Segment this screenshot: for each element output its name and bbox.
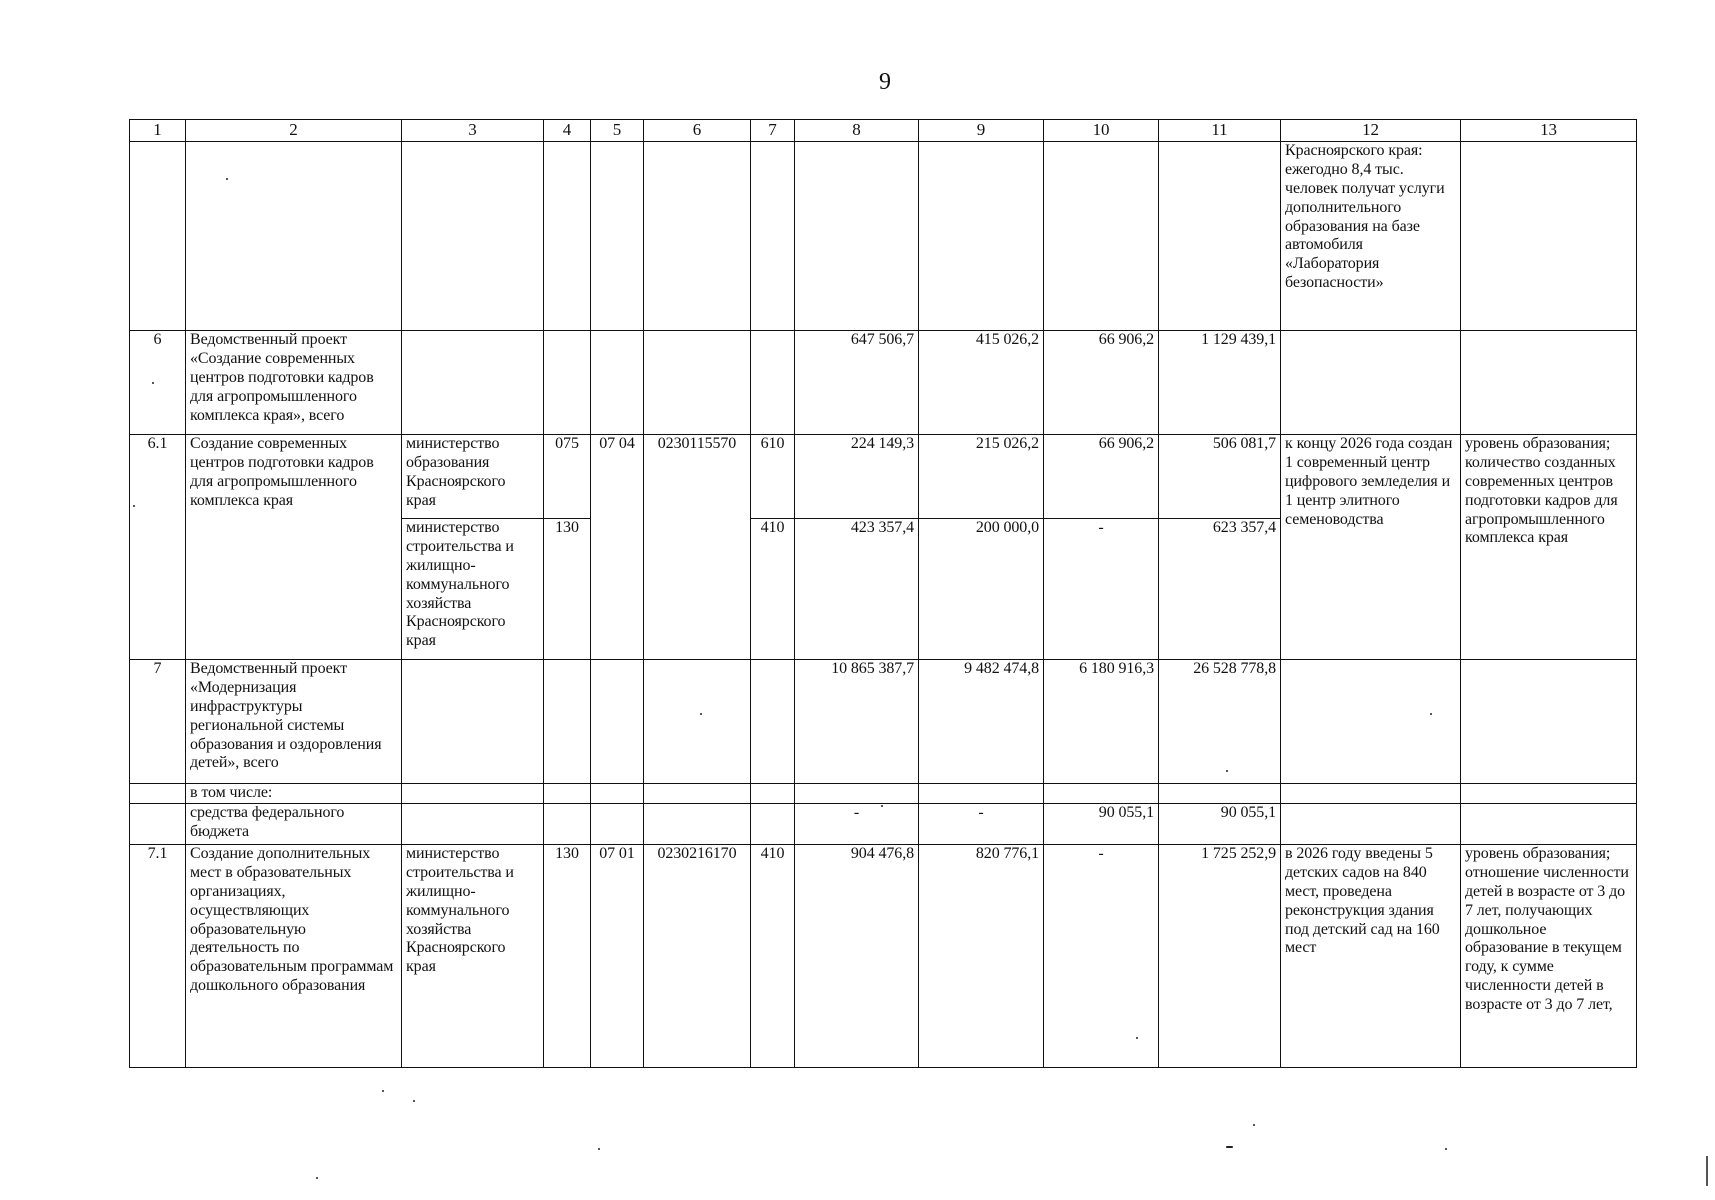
column-number-cell: 6	[644, 120, 751, 142]
empty-cell	[644, 142, 751, 331]
amount-year-2: -	[919, 804, 1044, 845]
empty-cell	[1461, 784, 1637, 804]
column-number-cell: 4	[544, 120, 591, 142]
scan-speck	[1226, 1146, 1233, 1148]
grbs-code: 130	[544, 845, 591, 1068]
empty-cell	[751, 804, 795, 845]
amount-year-1: 647 506,7	[795, 331, 919, 435]
row-name: Создание дополнительных мест в образовательных организациях, осуществляющих образовательную деятельность по образовательным программам дошкольного образования	[186, 845, 402, 1068]
table-row-federal-budget	[130, 804, 1637, 845]
column-number-cell: 8	[795, 120, 919, 142]
scan-speck	[881, 805, 883, 807]
expense-type-code: 410	[751, 519, 795, 660]
responsible-org: министерство строительства и жилищно-коммунального хозяйства Красноярского края	[402, 519, 544, 660]
empty-cell	[1461, 142, 1637, 331]
row-number: 6	[130, 331, 186, 435]
amount-year-1: 224 149,3	[795, 435, 919, 519]
empty-cell	[751, 142, 795, 331]
page-number: 9	[879, 69, 891, 95]
responsible-org: министерство строительства и жилищно-коммунального хозяйства Красноярского края	[402, 845, 544, 1068]
scan-speck	[382, 1090, 384, 1092]
expense-type-code: 410	[751, 845, 795, 1068]
empty-cell	[1461, 331, 1637, 435]
column-number-cell: 1	[130, 120, 186, 142]
empty-cell	[1461, 660, 1637, 784]
empty-cell	[402, 331, 544, 435]
amount-total: 1 725 252,9	[1159, 845, 1281, 1068]
amount-total: 26 528 778,8	[1159, 660, 1281, 784]
empty-cell	[751, 784, 795, 804]
amount-total: 90 055,1	[1159, 804, 1281, 845]
empty-cell	[1461, 804, 1637, 845]
row-name: в том числе:	[186, 784, 402, 804]
empty-cell	[1281, 660, 1461, 784]
row-name: средства федерального бюджета	[186, 804, 402, 845]
empty-cell	[1281, 784, 1461, 804]
empty-cell	[544, 804, 591, 845]
empty-cell	[544, 142, 591, 331]
table-row-including	[130, 784, 1637, 804]
empty-cell	[591, 660, 644, 784]
grbs-code: 075	[544, 435, 591, 519]
amount-total: 623 357,4	[1159, 519, 1281, 660]
indicator-cell: уровень образования; количество созданных современных центров подготовки кадров для агропромышленного комплекса края	[1461, 435, 1637, 660]
scan-speck	[133, 505, 135, 507]
empty-cell	[402, 784, 544, 804]
scan-speck	[1136, 1037, 1138, 1039]
empty-cell	[1159, 142, 1281, 331]
column-number-row	[130, 120, 1637, 142]
section-code: 07 01	[591, 845, 644, 1068]
target-article-code: 0230115570	[644, 435, 751, 660]
scan-speck	[598, 1148, 600, 1150]
table-row-7-1	[130, 845, 1637, 1068]
amount-year-1: 423 357,4	[795, 519, 919, 660]
row-number: 7	[130, 660, 186, 784]
program-table	[129, 119, 1637, 1068]
empty-cell	[751, 660, 795, 784]
column-number-cell: 5	[591, 120, 644, 142]
empty-cell	[130, 804, 186, 845]
empty-cell	[591, 804, 644, 845]
amount-year-2: 200 000,0	[919, 519, 1044, 660]
result-cell: Красноярского края: ежегодно 8,4 тыс. человек получат услуги дополнительного образования на базе автомобиля «Лаборатория безопасности»	[1281, 142, 1461, 331]
column-number-cell: 2	[186, 120, 402, 142]
row-name: Создание современных центров подготовки кадров для агропромышленного комплекса края	[186, 435, 402, 660]
amount-year-2: 415 026,2	[919, 331, 1044, 435]
empty-cell	[402, 804, 544, 845]
amount-year-2: 820 776,1	[919, 845, 1044, 1068]
empty-cell	[644, 660, 751, 784]
column-number-cell: 12	[1281, 120, 1461, 142]
amount-year-3: 66 906,2	[1044, 435, 1159, 519]
empty-cell	[544, 660, 591, 784]
row-name: Ведомственный проект «Модернизация инфраструктуры региональной системы образования и оздоровления детей», всего	[186, 660, 402, 784]
table-row-continuation	[130, 142, 1637, 331]
row-number: 7.1	[130, 845, 186, 1068]
table-row-7	[130, 660, 1637, 784]
section-code: 07 04	[591, 435, 644, 660]
column-number-cell: 7	[751, 120, 795, 142]
amount-year-1: 904 476,8	[795, 845, 919, 1068]
table-row-6	[130, 331, 1637, 435]
empty-cell	[1281, 331, 1461, 435]
empty-cell	[402, 660, 544, 784]
amount-year-3: -	[1044, 845, 1159, 1068]
empty-cell	[186, 142, 402, 331]
expense-type-code: 610	[751, 435, 795, 519]
empty-cell	[591, 331, 644, 435]
empty-cell	[1044, 784, 1159, 804]
amount-year-3: 66 906,2	[1044, 331, 1159, 435]
empty-cell	[1044, 142, 1159, 331]
scan-edge-line	[1706, 1156, 1708, 1186]
column-number-cell: 11	[1159, 120, 1281, 142]
row-name: Ведомственный проект «Создание современных центров подготовки кадров для агропромышленного комплекса края», всего	[186, 331, 402, 435]
scan-speck	[1430, 713, 1432, 715]
column-number-cell: 10	[1044, 120, 1159, 142]
amount-year-3: -	[1044, 519, 1159, 660]
empty-cell	[644, 331, 751, 435]
empty-cell	[130, 142, 186, 331]
amount-year-2: 215 026,2	[919, 435, 1044, 519]
empty-cell	[544, 784, 591, 804]
amount-year-1: -	[795, 804, 919, 845]
scan-speck	[1253, 1124, 1255, 1126]
empty-cell	[130, 784, 186, 804]
empty-cell	[544, 331, 591, 435]
grbs-code: 130	[544, 519, 591, 660]
amount-year-3: 6 180 916,3	[1044, 660, 1159, 784]
empty-cell	[644, 784, 751, 804]
indicator-cell: уровень образования; отношение численности детей в возрасте от 3 до 7 лет, получающих дошкольное образование в текущем году, к сумме численности детей в возрасте от 3 до 7 лет,	[1461, 845, 1637, 1068]
column-number-cell: 3	[402, 120, 544, 142]
scan-speck	[413, 1100, 415, 1102]
empty-cell	[402, 142, 544, 331]
empty-cell	[591, 784, 644, 804]
scan-speck	[700, 713, 702, 715]
column-number-cell: 9	[919, 120, 1044, 142]
empty-cell	[919, 784, 1044, 804]
empty-cell	[1281, 804, 1461, 845]
scan-speck	[152, 382, 154, 384]
amount-year-1: 10 865 387,7	[795, 660, 919, 784]
row-number: 6.1	[130, 435, 186, 660]
empty-cell	[795, 784, 919, 804]
result-cell: к концу 2026 года создан 1 современный центр цифрового земледелия и 1 центр элитного семеноводства	[1281, 435, 1461, 660]
empty-cell	[919, 142, 1044, 331]
empty-cell	[1159, 784, 1281, 804]
amount-year-2: 9 482 474,8	[919, 660, 1044, 784]
empty-cell	[795, 142, 919, 331]
amount-total: 506 081,7	[1159, 435, 1281, 519]
result-cell: в 2026 году введены 5 детских садов на 840 мест, проведена реконструкция здания под детский сад на 160 мест	[1281, 845, 1461, 1068]
target-article-code: 0230216170	[644, 845, 751, 1068]
column-number-cell: 13	[1461, 120, 1637, 142]
scan-speck	[1445, 1148, 1447, 1150]
responsible-org: министерство образования Красноярского края	[402, 435, 544, 519]
amount-year-3: 90 055,1	[1044, 804, 1159, 845]
amount-total: 1 129 439,1	[1159, 331, 1281, 435]
scan-speck	[316, 1177, 318, 1179]
table-row-6-1	[130, 435, 1637, 519]
empty-cell	[751, 331, 795, 435]
scan-speck	[226, 178, 228, 180]
empty-cell	[591, 142, 644, 331]
empty-cell	[644, 804, 751, 845]
scan-speck	[1226, 770, 1228, 772]
